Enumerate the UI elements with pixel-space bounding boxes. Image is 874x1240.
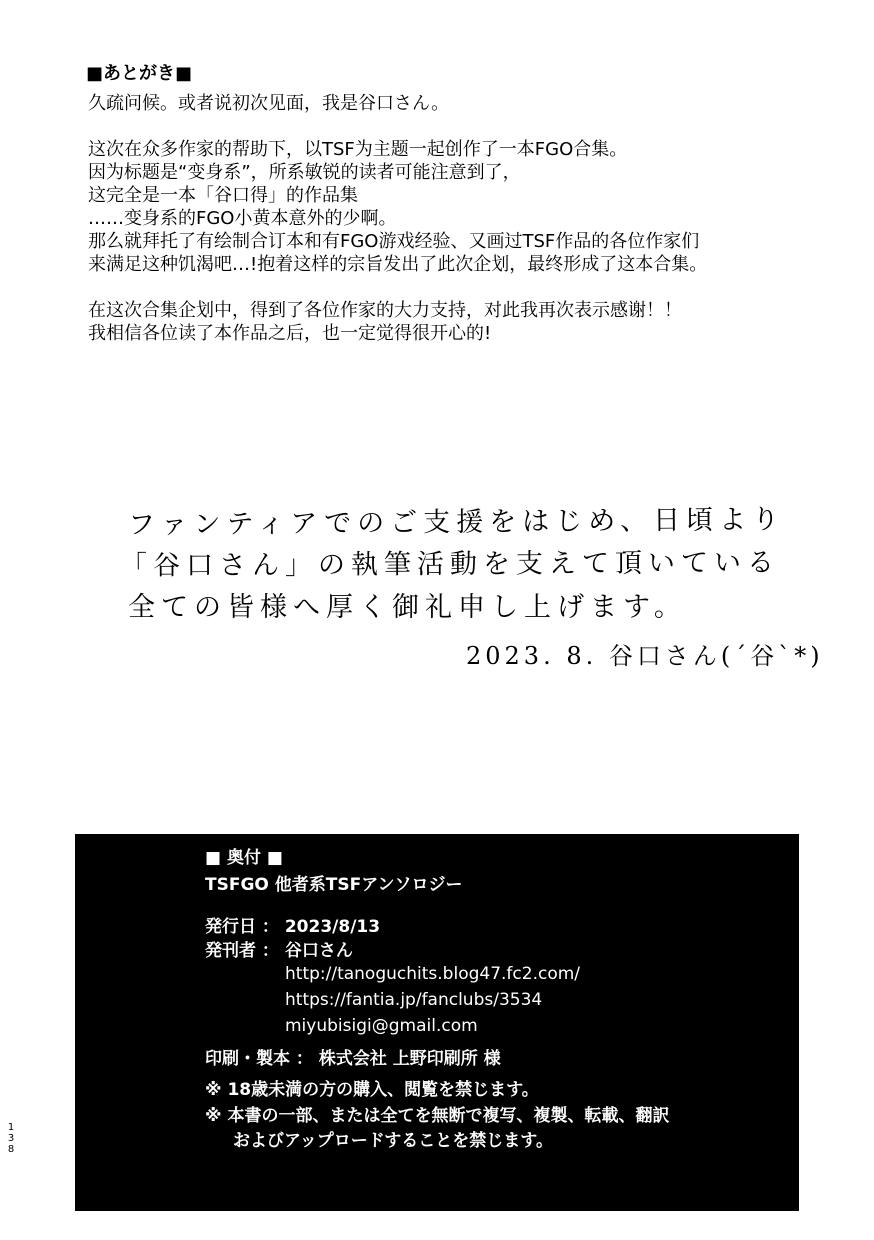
page-number-digit: 1 (7, 1122, 15, 1133)
afterword-body (88, 92, 848, 368)
email-address[interactable]: miyubisigi@gmail.com (285, 1016, 478, 1036)
age-restriction-note: ※ 18歳未満の方の購入、閲覧を禁じます。 (205, 1080, 539, 1100)
afterword-line: 来满足这种饥渴吧…!抱着这样的宗旨发出了此次企划，最终形成了这本合集。 (88, 254, 708, 275)
afterword-line: 久疏问候。或者说初次见面，我是谷口さん。 (88, 93, 450, 114)
colophon-heading: ■ 奥付 ■ (205, 848, 283, 868)
page-number-digit: 8 (7, 1144, 15, 1155)
colophon-box (75, 834, 799, 1211)
afterword-line: 那么就拜托了有绘制合订本和有FGO游戏经验、又画过TSF作品的各位作家们 (88, 231, 700, 252)
afterword-paragraph-2 (88, 138, 848, 276)
handwritten-note (0, 490, 874, 690)
afterword-line: ……变身系的FGO小黄本意外的少啊。 (88, 208, 397, 229)
publisher: 発刊者 ： 谷口さん (205, 941, 353, 961)
afterword-line: 因为标题是“变身系”，所系敏锐的读者可能注意到了， (88, 162, 521, 183)
copyright-note-continued: およびアップロードすることを禁じます。 (233, 1131, 553, 1151)
page-number (6, 1122, 16, 1155)
afterword-line: 这完全是一本「谷口得」的作品集 (88, 185, 358, 206)
handwritten-line: 全ての皆様へ厚く御礼申し上げます。 (128, 592, 687, 623)
printer: 印刷・製本 ： 株式会社 上野印刷所 様 (205, 1049, 501, 1069)
publication-date: 発行日 ： 2023/8/13 (205, 917, 381, 937)
fantia-link[interactable]: https://fantia.jp/fanclubs/3534 (285, 990, 543, 1010)
page-number-digit: 3 (7, 1133, 15, 1144)
book-title: TSFGO 他者系TSFアンソロジー (205, 875, 463, 895)
afterword-line: 在这次合集企划中，得到了各位作家的大力支持，对此我再次表示感谢！！ (88, 300, 682, 321)
afterword-line: 我相信各位读了本作品之后，也一定觉得很开心的! (88, 323, 492, 344)
handwritten-line: 「谷口さん」の執筆活動を支えて頂いている (119, 547, 781, 582)
handwritten-line: ファンティアでのご支援をはじめ、日頃より (127, 504, 786, 541)
afterword-paragraph-1 (88, 92, 848, 115)
handwritten-signature: 2023. 8. 谷口さん(´谷`*) (466, 642, 824, 670)
afterword-paragraph-3 (88, 299, 848, 345)
afterword-line: 这次在众多作家的帮助下，以TSF为主题一起创作了一本FGO合集。 (88, 139, 628, 160)
copyright-note: ※ 本書の一部、または全てを無断で複写、複製、転載、翻訳 (205, 1106, 670, 1126)
afterword-heading: ■あとがき■ (86, 63, 193, 84)
blog-link[interactable]: http://tanoguchits.blog47.fc2.com/ (285, 964, 581, 984)
